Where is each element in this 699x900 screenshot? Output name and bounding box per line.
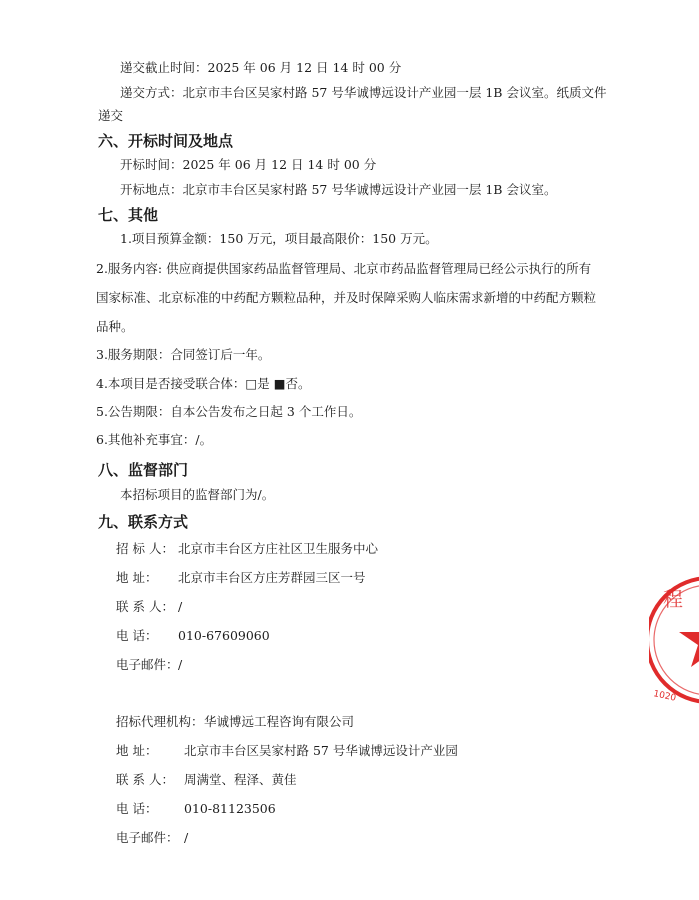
- section8-title: 八、监督部门: [98, 461, 189, 479]
- agency-address-row: [116, 743, 458, 759]
- tenderer-email-row: [116, 657, 182, 673]
- supervision-text: 本招标项目的监督部门为/。: [120, 487, 275, 502]
- contact-label: 招 标 人：: [116, 541, 174, 556]
- svg-text:1020: 1020: [652, 689, 677, 704]
- agency-email-row: [116, 830, 188, 846]
- agency-email-value: /: [184, 830, 189, 845]
- tenderer-contact-row: [116, 599, 182, 615]
- contact-label: 联 系 人：: [116, 772, 174, 787]
- tenderer-address-row: [116, 570, 366, 586]
- tenderer-contact-value: /: [178, 599, 183, 614]
- other-item-2-line3: 品种。: [96, 319, 134, 334]
- contact-label: 电 话：: [116, 628, 158, 643]
- contact-label: 招标代理机构：: [116, 714, 204, 729]
- tenderer-email-value: /: [178, 657, 183, 672]
- bid-opening-place: 开标地点：北京市丰台区吴家村路 57 号华诚博远设计产业园一层 1B 会议室。: [120, 182, 557, 197]
- agency-name-row: [116, 714, 354, 730]
- contact-label: 电子邮件：: [116, 830, 179, 845]
- other-item-1: 1.项目预算金额：150 万元，项目最高限价：150 万元。: [120, 231, 438, 246]
- submission-method-line1: 递交方式：北京市丰台区吴家村路 57 号华诚博远设计产业园一层 1B 会议室。纸质文件: [120, 85, 607, 100]
- agency-phone-row: [116, 801, 276, 817]
- other-item-4: 4.本项目是否接受联合体：□是 ■否。: [96, 376, 311, 391]
- other-item-2-line1: 2.服务内容: 供应商提供国家药品监督管理局、北京市药品监督管理局已经公示执行的所有: [96, 261, 592, 276]
- svg-text:程: 程: [663, 587, 683, 611]
- agency-name-value: 华诚博远工程咨询有限公司: [204, 714, 355, 729]
- agency-contact-row: [116, 772, 297, 788]
- other-item-2-line2: 国家标准、北京标准的中药配方颗粒品种，并及时保障采购人临床需求新增的中药配方颗粒: [96, 290, 597, 305]
- contact-label: 电子邮件：: [116, 657, 179, 672]
- contact-label: 电 话：: [116, 801, 158, 816]
- agency-contact-value: 周满堂、程泽、黄佳: [184, 772, 297, 787]
- contact-label: 地 址：: [116, 743, 158, 758]
- submission-method-line2: 递交: [98, 108, 124, 123]
- bid-opening-time: 开标时间：2025 年 06 月 12 日 14 时 00 分: [120, 157, 377, 172]
- tenderer-name-value: 北京市丰台区方庄社区卫生服务中心: [178, 541, 379, 556]
- tenderer-phone-row: [116, 628, 270, 644]
- tenderer-phone-value: 010-67609060: [178, 628, 270, 643]
- section9-title: 九、联系方式: [98, 513, 189, 531]
- other-item-5: 5.公告期限：自本公告发布之日起 3 个工作日。: [96, 404, 362, 419]
- company-seal-icon: [649, 566, 699, 714]
- agency-address-value: 北京市丰台区吴家村路 57 号华诚博远设计产业园: [184, 743, 458, 758]
- contact-label: 联 系 人：: [116, 599, 174, 614]
- contact-label: 地 址：: [116, 570, 158, 585]
- tenderer-name-row: [116, 541, 378, 557]
- other-item-3: 3.服务期限：合同签订后一年。: [96, 347, 271, 362]
- section7-title: 七、其他: [98, 206, 159, 224]
- tenderer-address-value: 北京市丰台区方庄芳群园三区一号: [178, 570, 366, 585]
- section6-title: 六、开标时间及地点: [98, 132, 234, 150]
- agency-phone-value: 010-81123506: [184, 801, 276, 816]
- other-item-6: 6.其他补充事宜：/。: [96, 432, 213, 447]
- submission-deadline: 递交截止时间：2025 年 06 月 12 日 14 时 00 分: [120, 60, 402, 75]
